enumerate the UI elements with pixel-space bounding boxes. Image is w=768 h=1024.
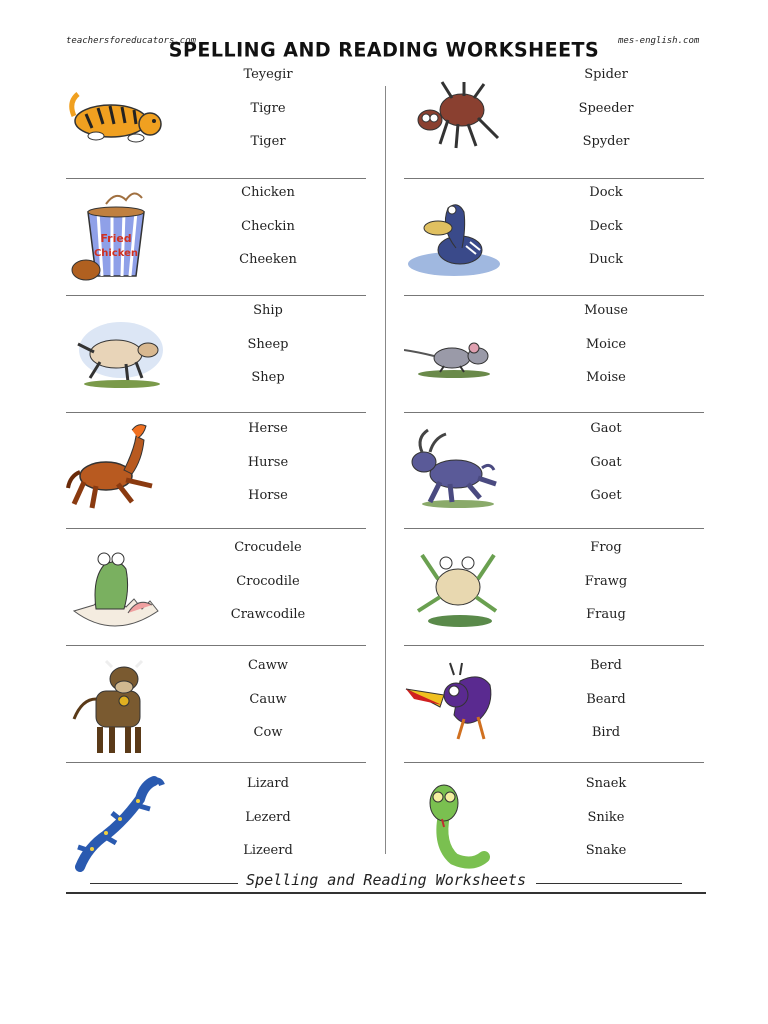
word-options: [546, 649, 666, 750]
word-option: Snike: [587, 809, 625, 825]
crocodile-icon: [66, 539, 166, 639]
word-option: Snaek: [585, 776, 627, 791]
word-option: Cow: [253, 725, 283, 740]
word-options: [208, 58, 328, 159]
word-option: Bird: [591, 725, 621, 740]
worksheet-item: [66, 531, 366, 649]
word-options: [208, 176, 328, 277]
bucket-label: Chicken: [93, 248, 139, 259]
word-option: Lizeerd: [243, 843, 293, 858]
word-option: Lizard: [247, 776, 289, 791]
word-option: Shep: [251, 370, 285, 385]
word-options: [208, 294, 328, 395]
word-option: Horse: [248, 488, 288, 503]
worksheet-item: [66, 294, 366, 412]
worksheet-item: [404, 649, 704, 767]
word-option: Teyegir: [243, 67, 293, 82]
word-option: Goet: [590, 488, 622, 503]
word-option: Chicken: [241, 185, 295, 200]
site-url-right: mes-english.com: [618, 36, 700, 46]
word-option: Fraug: [586, 607, 626, 622]
word-option: Crocudele: [234, 540, 302, 555]
worksheet-item: [404, 176, 704, 294]
word-options: [546, 58, 666, 159]
worksheet-item: [66, 58, 366, 176]
word-option: Speeder: [578, 100, 634, 116]
word-option: Crocodile: [236, 573, 300, 589]
word-options: [208, 531, 328, 632]
worksheet-item: [66, 176, 366, 294]
word-options: [546, 294, 666, 395]
footer-baseline: [66, 892, 706, 894]
word-options: [208, 767, 328, 868]
word-options: [546, 176, 666, 277]
word-option: Crawcodile: [230, 607, 306, 622]
word-option: Moice: [585, 336, 627, 352]
word-option: Deck: [589, 218, 623, 234]
lizard-icon: [66, 775, 166, 875]
word-option: Duck: [589, 252, 623, 267]
word-option: Berd: [590, 658, 622, 673]
sheep-icon: [66, 302, 166, 402]
worksheet-item: [404, 412, 704, 530]
bucket-label: Fried: [100, 232, 132, 245]
word-option: Ship: [253, 303, 283, 318]
word-option: Spyder: [582, 134, 630, 149]
word-option: Checkin: [241, 218, 295, 234]
bird-icon: [404, 657, 504, 757]
word-options: [208, 649, 328, 750]
footer: [66, 868, 706, 898]
spider-icon: [404, 66, 504, 166]
site-url-left: teachersforeducators.com: [66, 36, 197, 46]
word-option: Mouse: [584, 303, 628, 318]
word-option: Snake: [585, 843, 627, 858]
word-option: Lezerd: [245, 809, 291, 825]
mouse-icon: [404, 302, 504, 402]
frog-icon: [404, 539, 504, 639]
word-option: Spider: [584, 67, 628, 82]
worksheet-item: [404, 294, 704, 412]
word-option: Tiger: [250, 134, 286, 149]
word-options: [546, 767, 666, 868]
word-option: Cheeken: [239, 252, 297, 267]
word-option: Frawg: [584, 573, 628, 589]
word-option: Moise: [586, 370, 626, 385]
word-option: Herse: [248, 421, 288, 436]
snake-icon: [404, 775, 504, 875]
word-option: Goat: [590, 454, 622, 470]
goat-icon: [404, 420, 504, 520]
duck-icon: [404, 184, 504, 284]
worksheet-item: [404, 58, 704, 176]
word-options: [546, 412, 666, 513]
cow-icon: [66, 657, 166, 757]
word-option: Gaot: [590, 421, 622, 436]
word-option: Frog: [590, 540, 622, 555]
worksheet-item: [66, 412, 366, 530]
word-option: Beard: [586, 691, 626, 707]
word-options: [208, 412, 328, 513]
word-option: Sheep: [247, 336, 289, 352]
page-title: SPELLING AND READING WORKSHEETS: [168, 38, 600, 62]
word-option: Tigre: [250, 100, 286, 116]
word-option: Cauw: [249, 691, 287, 707]
footer-text: Spelling and Reading Worksheets: [246, 871, 526, 889]
column-divider: [385, 86, 386, 854]
word-option: Hurse: [247, 454, 289, 470]
worksheet-item: [404, 531, 704, 649]
word-options: [546, 531, 666, 632]
word-option: Dock: [589, 185, 623, 200]
worksheet-item: [66, 649, 366, 767]
word-option: Caww: [248, 658, 288, 673]
fried-chicken-icon: [66, 184, 166, 284]
tiger-icon: [66, 66, 166, 166]
horse-icon: [66, 420, 166, 520]
footer-rule: [536, 883, 682, 884]
